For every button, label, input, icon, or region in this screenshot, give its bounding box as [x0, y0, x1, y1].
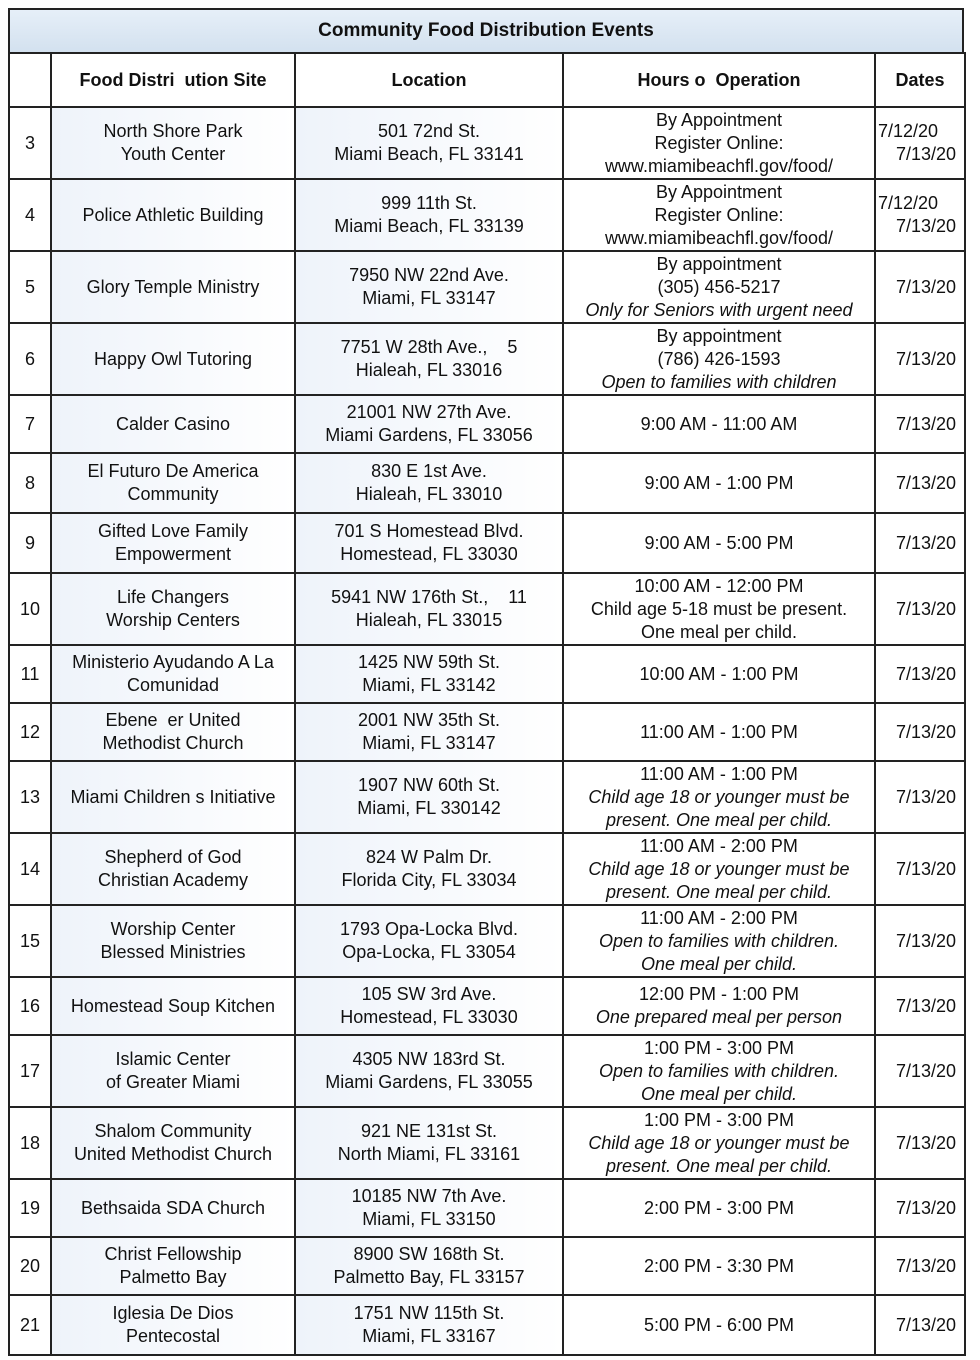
date-line: 7/13/20 — [895, 216, 956, 236]
site-cell — [51, 645, 295, 703]
hours-line: Child age 5-18 must be present. — [590, 598, 848, 619]
address-line: North Miami, FL 33161 — [337, 1144, 521, 1164]
site-name-line: Bethsaida SDA Church — [80, 1197, 266, 1218]
hours-line: 1:00 PM - 3:00 PM — [643, 1109, 795, 1130]
hours-line: 2:00 PM - 3:30 PM — [643, 1255, 795, 1276]
hours-line: 10:00 AM - 1:00 PM — [639, 663, 799, 684]
site-name-line: Shepherd of God — [104, 847, 242, 867]
hours-line: 11:00 AM - 1:00 PM — [640, 763, 798, 784]
address-line: Opa-Locka, FL 33054 — [342, 942, 516, 962]
hours-line: 1:00 PM - 3:00 PM — [643, 1037, 795, 1058]
site-name-line: Ebene er United — [105, 710, 241, 730]
date-line: 7/13/20 — [895, 663, 956, 684]
address-line: 830 E 1st Ave. — [371, 461, 487, 481]
row-number: 21 — [9, 1295, 51, 1355]
table-row — [9, 513, 965, 573]
dates-cell — [875, 513, 965, 573]
hours-note: present. One meal per child. — [605, 1155, 833, 1176]
site-name-line: Pentecostal — [125, 1326, 221, 1346]
date-line: 7/13/20 — [895, 276, 956, 297]
location-cell — [295, 1295, 563, 1355]
site-cell — [51, 1295, 295, 1355]
location-cell — [295, 395, 563, 453]
hours-line: www.miamibeachfl.gov/food/ — [604, 155, 834, 176]
address-line: Miami, FL 33150 — [362, 1209, 496, 1229]
site-name-line: Glory Temple Ministry — [86, 276, 260, 297]
address-line: 1751 NW 115th St. — [353, 1303, 505, 1323]
hours-cell — [563, 977, 875, 1035]
address-line: 1907 NW 60th St. — [357, 775, 501, 795]
row-number: 10 — [9, 573, 51, 645]
hours-line: 9:00 AM - 1:00 PM — [644, 472, 794, 493]
hours-note: present. One meal per child. — [605, 881, 833, 902]
row-number: 17 — [9, 1035, 51, 1107]
table-row — [9, 453, 965, 513]
site-name-line: Comunidad — [126, 675, 220, 695]
site-name-line: Worship Center — [110, 919, 236, 939]
dates-cell — [875, 179, 965, 251]
site-name-line: of Greater Miami — [105, 1072, 241, 1092]
address-line: 21001 NW 27th Ave. — [346, 402, 512, 422]
hours-line: 10:00 AM - 12:00 PM — [634, 575, 804, 596]
location-cell — [295, 323, 563, 395]
table-row — [9, 107, 965, 179]
site-name-line: Gifted Love Family — [97, 521, 249, 541]
table-row — [9, 1237, 965, 1295]
address-line: 1793 Opa-Locka Blvd. — [339, 919, 519, 939]
address-line: 10185 NW 7th Ave. — [351, 1186, 507, 1206]
row-number: 11 — [9, 645, 51, 703]
location-cell — [295, 453, 563, 513]
hours-line: Register Online: — [654, 204, 784, 225]
site-name-line: Islamic Center — [115, 1049, 231, 1069]
hours-line: One meal per child. — [640, 621, 798, 642]
date-line: 7/13/20 — [895, 144, 956, 164]
row-number: 7 — [9, 395, 51, 453]
hours-line: 11:00 AM - 2:00 PM — [640, 835, 798, 856]
hours-cell — [563, 833, 875, 905]
hours-line: 2:00 PM - 3:00 PM — [643, 1197, 795, 1218]
row-number: 8 — [9, 453, 51, 513]
table-row — [9, 1107, 965, 1179]
hours-line: 11:00 AM - 1:00 PM — [640, 721, 798, 742]
address-line: Miami Beach, FL 33141 — [334, 144, 524, 164]
row-number: 18 — [9, 1107, 51, 1179]
site-name-line: Christian Academy — [97, 870, 249, 890]
location-cell — [295, 1237, 563, 1295]
dates-cell — [875, 977, 965, 1035]
header-site: Food Distri ution Site — [51, 53, 295, 107]
site-name-line: North Shore Park — [103, 121, 243, 141]
date-line: 7/13/20 — [895, 1197, 956, 1218]
address-line: 8900 SW 168th St. — [353, 1244, 505, 1264]
row-number: 20 — [9, 1237, 51, 1295]
row-number: 19 — [9, 1179, 51, 1237]
hours-line: Register Online: — [654, 132, 784, 153]
table-row — [9, 703, 965, 761]
site-name-line: Youth Center — [120, 144, 226, 164]
site-name-line: Life Changers — [116, 587, 230, 607]
hours-note: One meal per child. — [640, 1083, 798, 1104]
location-cell — [295, 107, 563, 179]
location-cell — [295, 513, 563, 573]
site-cell — [51, 833, 295, 905]
site-name-line: Community — [127, 484, 219, 504]
hours-line: 9:00 AM - 11:00 AM — [640, 413, 798, 434]
date-line: 7/13/20 — [895, 721, 956, 742]
row-number: 15 — [9, 905, 51, 977]
site-name-line: Calder Casino — [115, 413, 231, 434]
hours-cell — [563, 251, 875, 323]
dates-cell — [875, 323, 965, 395]
hours-note: Open to families with children. — [598, 1060, 840, 1081]
dates-cell — [875, 1179, 965, 1237]
table-row — [9, 323, 965, 395]
site-name-line: Methodist Church — [102, 733, 244, 753]
hours-note: One prepared meal per person — [595, 1007, 843, 1027]
date-line: 7/13/20 — [895, 995, 956, 1016]
address-line: 501 72nd St. — [377, 121, 481, 141]
address-line: Miami, FL 330142 — [357, 798, 501, 818]
row-number: 16 — [9, 977, 51, 1035]
site-cell — [51, 1035, 295, 1107]
table-row — [9, 179, 965, 251]
events-table-body — [9, 107, 965, 1355]
hours-note: Only for Seniors with urgent need — [585, 299, 853, 320]
header-dates: Dates — [875, 53, 965, 107]
date-line: 7/13/20 — [895, 1255, 956, 1276]
location-cell — [295, 703, 563, 761]
row-number: 6 — [9, 323, 51, 395]
hours-note: Child age 18 or younger must be — [588, 1132, 850, 1153]
row-number: 5 — [9, 251, 51, 323]
row-number: 3 — [9, 107, 51, 179]
dates-cell — [875, 573, 965, 645]
address-line: Miami Beach, FL 33139 — [334, 216, 524, 236]
site-cell — [51, 513, 295, 573]
dates-cell — [875, 395, 965, 453]
table-row — [9, 573, 965, 645]
events-table — [8, 52, 966, 1356]
table-row — [9, 905, 965, 977]
hours-cell — [563, 107, 875, 179]
hours-line: (786) 426-1593 — [657, 348, 781, 369]
date-line: 7/13/20 — [895, 1060, 956, 1081]
date-line: 7/13/20 — [895, 598, 956, 619]
dates-cell — [875, 645, 965, 703]
hours-cell — [563, 323, 875, 395]
hours-note: Open to families with children — [601, 371, 837, 392]
header-row — [9, 53, 965, 107]
document-page — [8, 8, 964, 1356]
dates-cell — [875, 1107, 965, 1179]
address-line: Miami Gardens, FL 33056 — [325, 425, 533, 445]
date-line: 7/13/20 — [895, 1314, 956, 1335]
site-name-line: Palmetto Bay — [119, 1267, 227, 1287]
address-line: 5941 NW 176th St., 11 — [331, 587, 527, 607]
hours-line: 12:00 PM - 1:00 PM — [638, 984, 800, 1004]
address-line: 105 SW 3rd Ave. — [361, 984, 497, 1004]
site-name-line: Worship Centers — [106, 610, 240, 630]
address-line: 921 NE 131st St. — [360, 1121, 498, 1141]
address-line: 701 S Homestead Blvd. — [334, 521, 524, 541]
hours-cell — [563, 1295, 875, 1355]
site-cell — [51, 323, 295, 395]
site-name-line: Miami Children s Initiative — [70, 786, 276, 807]
site-cell — [51, 761, 295, 833]
hours-note: present. One meal per child. — [605, 809, 833, 830]
row-number: 13 — [9, 761, 51, 833]
address-line: 4305 NW 183rd St. — [352, 1049, 506, 1069]
site-name-line: Happy Owl Tutoring — [93, 348, 253, 369]
dates-cell — [875, 833, 965, 905]
hours-cell — [563, 1035, 875, 1107]
dates-cell — [875, 905, 965, 977]
location-cell — [295, 573, 563, 645]
site-cell — [51, 1237, 295, 1295]
site-name-line: Christ Fellowship — [104, 1244, 242, 1264]
hours-cell — [563, 761, 875, 833]
address-line: Florida City, FL 33034 — [341, 870, 517, 890]
location-cell — [295, 761, 563, 833]
location-cell — [295, 1179, 563, 1237]
address-line: Hialeah, FL 33015 — [355, 610, 503, 630]
dates-cell — [875, 703, 965, 761]
hours-note: Open to families with children. — [598, 930, 840, 951]
hours-cell — [563, 1237, 875, 1295]
table-title: Community Food Distribution Events — [8, 8, 964, 52]
site-name-line: Blessed Ministries — [100, 942, 246, 962]
table-row — [9, 1179, 965, 1237]
address-line: 7950 NW 22nd Ave. — [349, 265, 509, 285]
table-row — [9, 645, 965, 703]
hours-cell — [563, 395, 875, 453]
site-cell — [51, 179, 295, 251]
hours-cell — [563, 703, 875, 761]
address-line: Hialeah, FL 33016 — [355, 360, 503, 380]
site-cell — [51, 453, 295, 513]
hours-cell — [563, 453, 875, 513]
table-row — [9, 977, 965, 1035]
header-location: Location — [295, 53, 563, 107]
dates-cell — [875, 1035, 965, 1107]
date-line: 7/13/20 — [895, 532, 956, 553]
hours-cell — [563, 179, 875, 251]
hours-note: One meal per child. — [640, 953, 798, 974]
dates-cell — [875, 453, 965, 513]
row-number: 4 — [9, 179, 51, 251]
site-name-line: Shalom Community — [94, 1121, 252, 1141]
address-line: Miami, FL 33167 — [362, 1326, 496, 1346]
site-cell — [51, 1179, 295, 1237]
hours-line: (305) 456-5217 — [657, 276, 781, 297]
header-hours: Hours o Operation — [563, 53, 875, 107]
table-row — [9, 395, 965, 453]
site-cell — [51, 703, 295, 761]
site-cell — [51, 905, 295, 977]
hours-cell — [563, 573, 875, 645]
row-number: 12 — [9, 703, 51, 761]
address-line: 7751 W 28th Ave., 5 — [340, 337, 518, 357]
hours-line: By appointment — [656, 253, 782, 274]
table-row — [9, 251, 965, 323]
address-line: Miami, FL 33147 — [362, 288, 496, 308]
dates-cell — [875, 761, 965, 833]
location-cell — [295, 905, 563, 977]
table-row — [9, 833, 965, 905]
address-line: Homestead, FL 33030 — [340, 544, 518, 564]
hours-cell — [563, 513, 875, 573]
address-line: 1425 NW 59th St. — [357, 652, 501, 672]
site-name-line: Police Athletic Building — [82, 204, 264, 225]
table-row — [9, 1295, 965, 1355]
hours-cell — [563, 905, 875, 977]
site-name-line: Iglesia De Dios — [112, 1303, 234, 1323]
site-name-line: Empowerment — [114, 544, 232, 564]
dates-cell — [875, 1237, 965, 1295]
date-line: 7/13/20 — [895, 413, 956, 434]
hours-line: By Appointment — [655, 181, 783, 202]
hours-note: Child age 18 or younger must be — [588, 786, 850, 807]
location-cell — [295, 645, 563, 703]
date-line: 7/13/20 — [895, 472, 956, 493]
address-line: Miami Gardens, FL 33055 — [325, 1072, 533, 1092]
location-cell — [295, 977, 563, 1035]
date-line: 7/13/20 — [895, 858, 956, 879]
date-line: 7/13/20 — [895, 348, 956, 369]
date-line: 7/13/20 — [895, 786, 956, 807]
hours-line: 9:00 AM - 5:00 PM — [644, 532, 794, 553]
site-cell — [51, 1107, 295, 1179]
address-line: Homestead, FL 33030 — [340, 1007, 518, 1027]
location-cell — [295, 833, 563, 905]
table-row — [9, 1035, 965, 1107]
site-cell — [51, 395, 295, 453]
hours-cell — [563, 1107, 875, 1179]
header-num — [9, 53, 51, 107]
date-line: 7/12/20 — [878, 193, 939, 213]
date-line: 7/13/20 — [895, 930, 956, 951]
hours-line: 5:00 PM - 6:00 PM — [643, 1314, 795, 1335]
address-line: 2001 NW 35th St. — [357, 710, 501, 730]
address-line: Miami, FL 33147 — [362, 733, 496, 753]
address-line: 824 W Palm Dr. — [365, 847, 493, 867]
hours-note: Child age 18 or younger must be — [588, 858, 850, 879]
hours-line: By Appointment — [655, 109, 783, 130]
dates-cell — [875, 107, 965, 179]
location-cell — [295, 179, 563, 251]
table-row — [9, 761, 965, 833]
hours-line: 11:00 AM - 2:00 PM — [640, 907, 798, 928]
location-cell — [295, 1107, 563, 1179]
hours-line: By appointment — [656, 325, 782, 346]
location-cell — [295, 1035, 563, 1107]
hours-cell — [563, 1179, 875, 1237]
row-number: 9 — [9, 513, 51, 573]
hours-cell — [563, 645, 875, 703]
row-number: 14 — [9, 833, 51, 905]
address-line: 999 11th St. — [381, 193, 477, 213]
location-cell — [295, 251, 563, 323]
site-cell — [51, 107, 295, 179]
site-cell — [51, 251, 295, 323]
date-line: 7/12/20 — [878, 121, 939, 141]
date-line: 7/13/20 — [895, 1132, 956, 1153]
site-name-line: Homestead Soup Kitchen — [70, 995, 276, 1016]
dates-cell — [875, 1295, 965, 1355]
address-line: Palmetto Bay, FL 33157 — [333, 1267, 525, 1287]
site-name-line: El Futuro De America — [87, 461, 259, 481]
address-line: Hialeah, FL 33010 — [355, 484, 503, 504]
dates-cell — [875, 251, 965, 323]
address-line: Miami, FL 33142 — [362, 675, 496, 695]
site-cell — [51, 573, 295, 645]
site-cell — [51, 977, 295, 1035]
hours-line: www.miamibeachfl.gov/food/ — [604, 227, 834, 248]
site-name-line: Ministerio Ayudando A La — [72, 652, 274, 672]
site-name-line: United Methodist Church — [73, 1144, 273, 1164]
